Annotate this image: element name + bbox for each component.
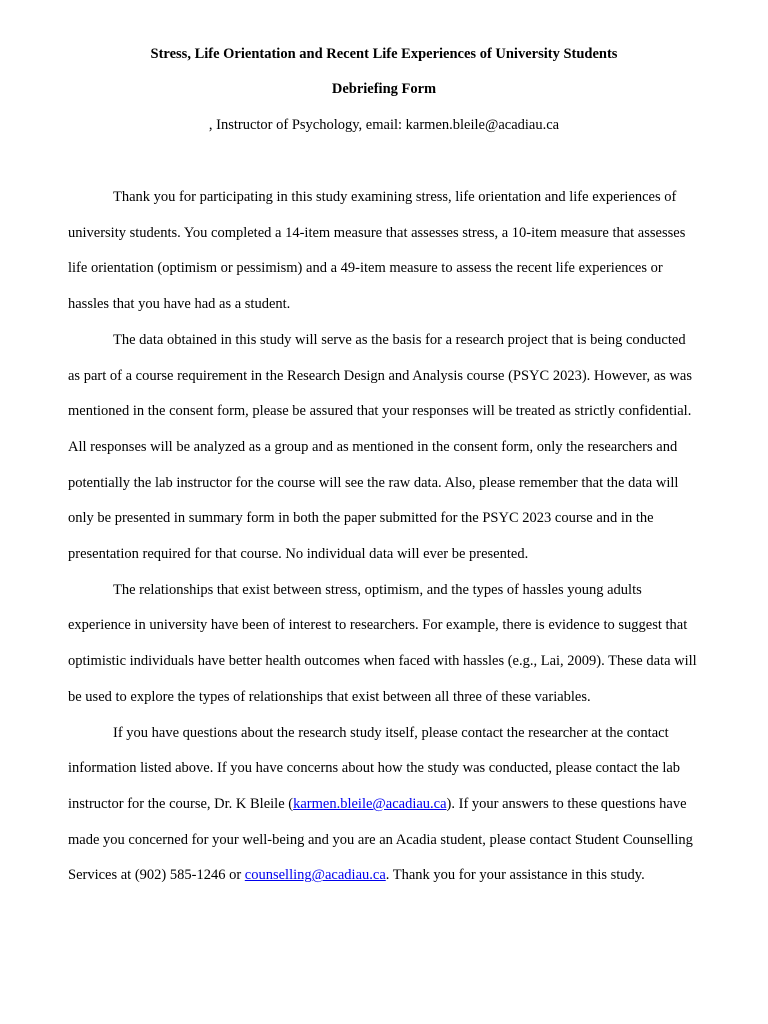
paragraph-confidentiality: The data obtained in this study will serve as the basis for a research project that is being conducted as part of a course requirement in the Research Design and Analysis course (PSYC 2023). However, as was mentioned in the consent form, please be assured that your responses will be treated as strictly confidential. All responses will be analyzed as a group and as mentioned in the consent form, only the researchers and potentially the lab instructor for the course will see the raw data. Also, please remember that the data will only be presented in summary form in both the paper submitted for the PSYC 2023 course and in the presentation required for that course. No individual data will ever be presented. (68, 331, 692, 563)
paragraph-contact (68, 716, 700, 895)
document-subtitle: Debriefing Form (331, 81, 437, 97)
contact-text-3: . Thank you for your assistance in this study. (385, 867, 645, 884)
counselling-link[interactable]: counselling@acadiau.ca (244, 867, 386, 884)
contact-line: , Instructor of Psychology, email: karmen.bleile@acadiau.ca (208, 117, 560, 133)
email-link[interactable]: karmen.bleile@acadiau.ca (293, 795, 447, 812)
document-title: Stress, Life Orientation and Recent Life Experiences of University Students (150, 46, 618, 62)
paragraph-intro: Thank you for participating in this study examining stress, life orientation and life experiences of university students. You completed a 14-item measure that assesses stress, a 10-item measure that assesses life orientation (optimism or pessimism) and a 49-item measure to assess the recent life experiences or hassles that you have had as a student. (68, 189, 686, 313)
contact-text-2: ). If your answers to these questions have made you concerned for your well-being and you are an Acadia student, please contact Student Counselling Services at (902) 585-1246 or (68, 795, 693, 884)
contact-text-1: If you have questions about the research study itself, please contact the researcher at the contact information listed above. If you have concerns about how the study was conducted, please contact the lab instructor for the course, Dr. K Bleile ( (68, 724, 681, 812)
paragraph-relationships: The relationships that exist between stress, optimism, and the types of hassles young adults experience in university have been of interest to researchers. For example, there is evidence to suggest that optimistic individuals have better health outcomes when faced with hassles (e.g., Lai, 2009). These data will be used to explore the types of relationships that exist between all three of these variables. (68, 581, 697, 705)
document-body (68, 180, 700, 894)
